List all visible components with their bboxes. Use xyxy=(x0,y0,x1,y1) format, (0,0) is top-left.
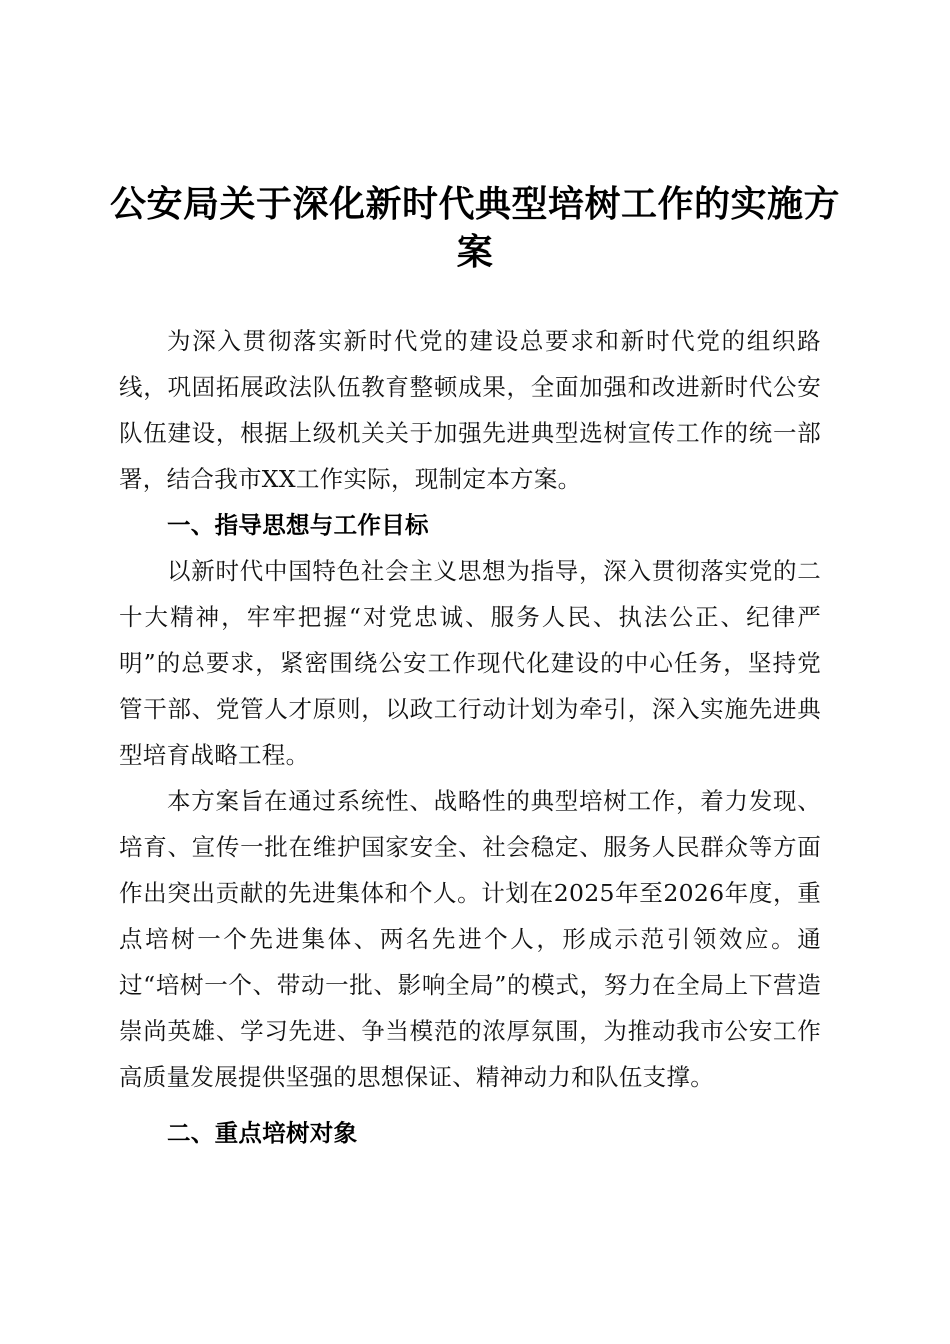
section-heading-key-targets: 二、重点培树对象 xyxy=(167,1119,358,1147)
document-title: 公安局关于深化新时代典型培树工作的实施方案 xyxy=(110,183,841,273)
section-heading-guiding-ideology: 一、指导思想与工作目标 xyxy=(167,511,429,539)
work-goal-paragraph: 本方案旨在通过系统性、战略性的典型培树工作，着力发现、培育、宣传一批在维护国家安全、社会稳定、服务人民群众等方面作出突出贡献的先进集体和个人。计划在2025年至2026年度，重点培树一个先进集体、两名先进个人，形成示范引领效应。通过“培树一个、带动一批、影响全局”的模式，努力在全局上下营造崇尚英雄、学习先进、争当模范的浓厚氛围，为推动我市公安工作高质量发展提供坚强的思想保证、精神动力和队伍支撑。 xyxy=(119,787,821,1091)
document-body xyxy=(119,318,821,1156)
intro-paragraph: 为深入贯彻落实新时代党的建设总要求和新时代党的组织路线，巩固拓展政法队伍教育整顿成果，全面加强和改进新时代公安队伍建设，根据上级机关关于加强先进典型选树宣传工作的统一部署，结合我市XX工作实际，现制定本方案。 xyxy=(119,327,821,493)
guiding-ideology-paragraph: 以新时代中国特色社会主义思想为指导，深入贯彻落实党的二十大精神，牢牢把握“对党忠诚、服务人民、执法公正、纪律严明”的总要求，紧密围绕公安工作现代化建设的中心任务，坚持党管干部、党管人才原则，以政工行动计划为牵引，深入实施先进典型培育战略工程。 xyxy=(119,557,821,769)
